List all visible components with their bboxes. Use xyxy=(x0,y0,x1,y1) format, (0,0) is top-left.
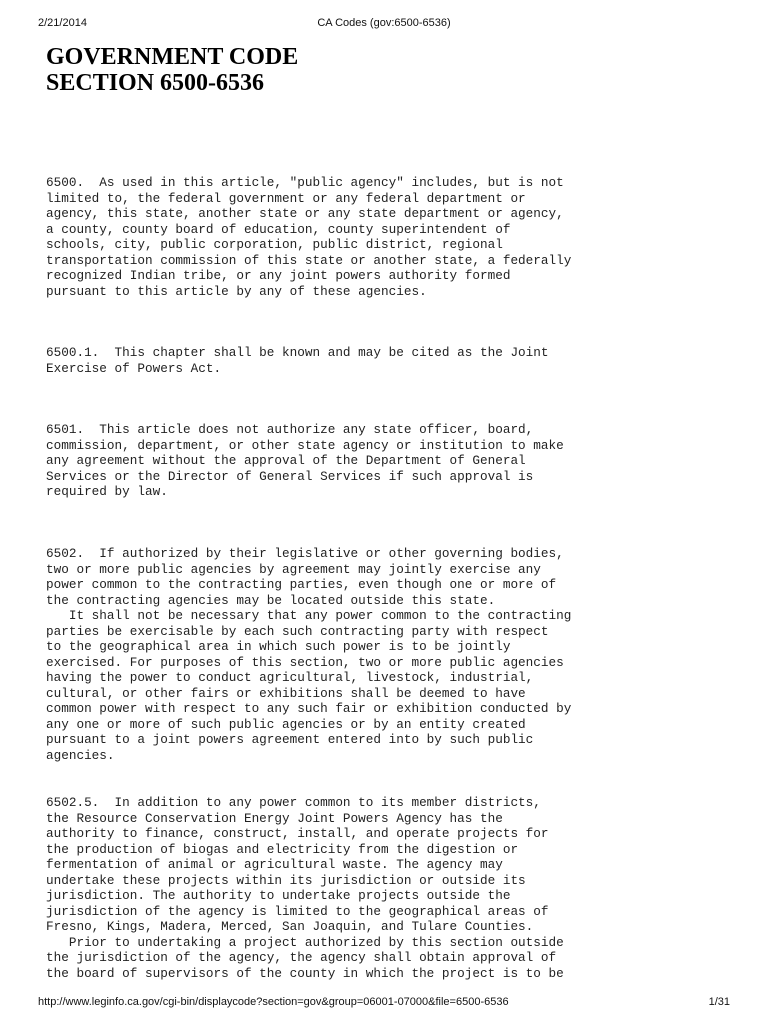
text-line: the contracting agencies may be located outside this state. xyxy=(46,592,496,608)
text-line: Exercise of Powers Act. xyxy=(46,360,222,376)
page-title xyxy=(46,44,298,96)
section-6500 xyxy=(46,175,571,299)
section-6502-5 xyxy=(46,795,564,981)
text-line: cultural, or other fairs or exhibitions shall be deemed to have xyxy=(46,685,526,701)
text-line: Fresno, Kings, Madera, Merced, San Joaquin, and Tulare Counties. xyxy=(46,919,534,934)
text-line: any agreement without the approval of the Department of General xyxy=(46,453,526,468)
page-number: 1/31 xyxy=(708,996,730,1008)
text-line: recognized Indian tribe, or any joint powers authority formed xyxy=(46,268,511,283)
text-line: undertake these projects within its jurisdiction or outside its xyxy=(46,872,526,888)
text-line: pursuant to a joint powers agreement entered into by such public xyxy=(46,732,534,747)
print-date: 2/21/2014 xyxy=(38,17,87,29)
text-line: 6502.5. In addition to any power common to its member districts, xyxy=(46,795,541,810)
text-line: Services or the Director of General Services if such approval is xyxy=(46,468,534,484)
text-line: a county, county board of education, county superintendent of xyxy=(46,221,511,237)
section-6500-1 xyxy=(46,345,549,376)
text-line: 6500. As used in this article, "public agency" includes, but is not xyxy=(46,175,564,190)
text-line: exercised. For purposes of this section, two or more public agencies xyxy=(46,654,564,670)
text-line: parties be exercisable by each such contracting party with respect xyxy=(46,623,549,639)
text-line: Prior to undertaking a project authorized by this section outside xyxy=(46,934,564,950)
text-line: 6501. This article does not authorize any state officer, board, xyxy=(46,422,534,437)
text-line: agency, this state, another state or any state department or agency, xyxy=(46,206,564,221)
text-line: the jurisdiction of the agency, the agency shall obtain approval of xyxy=(46,950,557,965)
text-line: authority to finance, construct, install, and operate projects for xyxy=(46,826,549,841)
title-line-2: SECTION 6500-6536 xyxy=(46,70,265,96)
text-line: agencies. xyxy=(46,747,115,763)
text-line: jurisdiction. The authority to undertake projects outside the xyxy=(46,888,511,903)
text-line: fermentation of animal or agricultural waste. The agency may xyxy=(46,857,503,872)
text-line: to the geographical area in which such power is to be jointly xyxy=(46,639,511,654)
text-line: commission, department, or other state agency or institution to make xyxy=(46,437,564,453)
text-line: It shall not be necessary that any power common to the contracting xyxy=(46,608,572,623)
section-6501 xyxy=(46,422,564,500)
text-line: 6500.1. This chapter shall be known and may be cited as the Joint xyxy=(46,345,549,360)
text-line: pursuant to this article by any of these agencies. xyxy=(46,283,427,299)
text-line: the Resource Conservation Energy Joint Powers Agency has the xyxy=(46,810,503,826)
text-line: the board of supervisors of the county in which the project is to be xyxy=(46,965,564,981)
text-line: transportation commission of this state or another state, a federally xyxy=(46,252,572,268)
text-line: any one or more of such public agencies or by an entity created xyxy=(46,716,526,732)
text-line: power common to the contracting parties, even though one or more of xyxy=(46,577,557,592)
text-line: 6502. If authorized by their legislative or other governing bodies, xyxy=(46,546,564,561)
text-line: the production of biogas and electricity from the digestion or xyxy=(46,841,519,857)
text-line: common power with respect to any such fair or exhibition conducted by xyxy=(46,701,572,716)
text-line: schools, city, public corporation, public district, regional xyxy=(46,237,503,252)
text-line: jurisdiction of the agency is limited to the geographical areas of xyxy=(46,903,549,919)
title-line-1: GOVERNMENT CODE xyxy=(46,44,299,70)
text-line: having the power to conduct agricultural, livestock, industrial, xyxy=(46,670,534,685)
print-document-title: CA Codes (gov:6500-6536) xyxy=(317,17,451,29)
section-6502 xyxy=(46,546,571,763)
text-line: required by law. xyxy=(46,484,168,499)
source-url: http://www.leginfo.ca.gov/cgi-bin/displaycode?section=gov&group=06001-07000&file=6500-6536 xyxy=(38,996,509,1008)
text-line: two or more public agencies by agreement may jointly exercise any xyxy=(46,561,541,577)
text-line: limited to, the federal government or any federal department or xyxy=(46,190,526,206)
